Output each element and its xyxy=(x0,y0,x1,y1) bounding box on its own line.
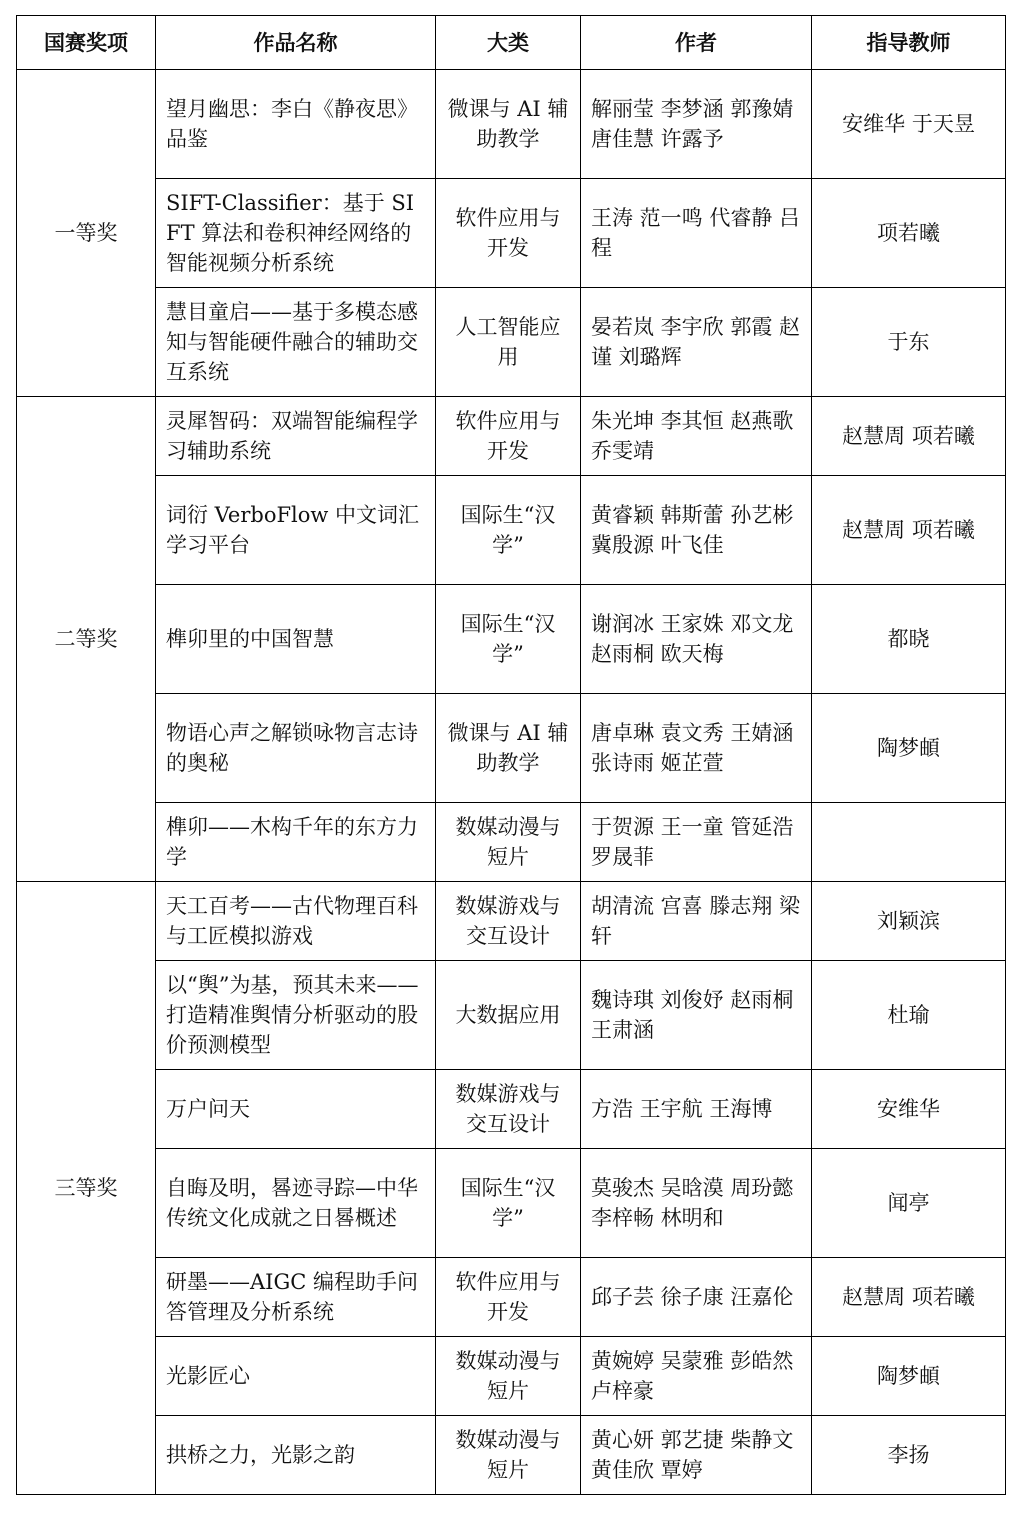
authors-cell: 莫骏杰 吴晗漠 周玢懿 李梓畅 林明和 xyxy=(581,1149,812,1258)
table-row xyxy=(17,585,1006,694)
category-cell: 数媒动漫与短片 xyxy=(436,1416,581,1495)
category-cell: 软件应用与开发 xyxy=(436,1258,581,1337)
advisor-cell: 都晓 xyxy=(812,585,1006,694)
title-cell: 榫卯里的中国智慧 xyxy=(156,585,436,694)
advisor-cell: 刘颖滨 xyxy=(812,882,1006,961)
title-cell: 物语心声之解锁咏物言志诗的奥秘 xyxy=(156,694,436,803)
header-authors: 作者 xyxy=(581,16,812,70)
advisor-cell: 李扬 xyxy=(812,1416,1006,1495)
table-row xyxy=(17,179,1006,288)
title-cell: 词衍 VerboFlow 中文词汇学习平台 xyxy=(156,476,436,585)
title-cell: 以“舆”为基，预其未来——打造精准舆情分析驱动的股价预测模型 xyxy=(156,961,436,1070)
table-row xyxy=(17,694,1006,803)
category-cell: 微课与 AI 辅助教学 xyxy=(436,70,581,179)
category-cell: 国际生“汉学” xyxy=(436,476,581,585)
authors-cell: 唐卓琳 袁文秀 王婧涵 张诗雨 姬芷萱 xyxy=(581,694,812,803)
category-cell: 大数据应用 xyxy=(436,961,581,1070)
header-row xyxy=(17,16,1006,70)
authors-cell: 方浩 王宇航 王海博 xyxy=(581,1070,812,1149)
table-row xyxy=(17,397,1006,476)
table-row xyxy=(17,961,1006,1070)
authors-cell: 谢润冰 王家姝 邓文龙 赵雨桐 欧天梅 xyxy=(581,585,812,694)
title-cell: 自晦及明，晷迹寻踪—中华传统文化成就之日晷概述 xyxy=(156,1149,436,1258)
category-cell: 数媒动漫与短片 xyxy=(436,1337,581,1416)
advisor-cell: 安维华 于天昱 xyxy=(812,70,1006,179)
authors-cell: 胡清流 宫喜 滕志翔 梁轩 xyxy=(581,882,812,961)
authors-cell: 王涛 范一鸣 代睿静 吕程 xyxy=(581,179,812,288)
title-cell: 望月幽思：李白《静夜思》品鉴 xyxy=(156,70,436,179)
table-row xyxy=(17,1258,1006,1337)
header-category: 大类 xyxy=(436,16,581,70)
title-cell: 光影匠心 xyxy=(156,1337,436,1416)
advisor-cell: 安维华 xyxy=(812,1070,1006,1149)
header-advisor: 指导教师 xyxy=(812,16,1006,70)
advisor-cell: 杜瑜 xyxy=(812,961,1006,1070)
category-cell: 数媒动漫与短片 xyxy=(436,803,581,882)
title-cell: 榫卯——木构千年的东方力学 xyxy=(156,803,436,882)
advisor-cell: 赵慧周 项若曦 xyxy=(812,476,1006,585)
advisor-cell xyxy=(812,803,1006,882)
table-row xyxy=(17,803,1006,882)
award-cell-first: 一等奖 xyxy=(17,70,156,397)
title-cell: 拱桥之力，光影之韵 xyxy=(156,1416,436,1495)
authors-cell: 魏诗琪 刘俊妤 赵雨桐 王肃涵 xyxy=(581,961,812,1070)
table-row xyxy=(17,882,1006,961)
table-row xyxy=(17,1416,1006,1495)
authors-cell: 于贺源 王一童 管延浩 罗晟菲 xyxy=(581,803,812,882)
table-row xyxy=(17,70,1006,179)
title-cell: SIFT-Classifier：基于 SIFT 算法和卷积神经网络的智能视频分析系统 xyxy=(156,179,436,288)
award-cell-second: 二等奖 xyxy=(17,397,156,882)
authors-cell: 黄心妍 郭艺捷 柴静文 黄佳欣 覃婷 xyxy=(581,1416,812,1495)
table-row xyxy=(17,1149,1006,1258)
header-title: 作品名称 xyxy=(156,16,436,70)
title-cell: 研墨——AIGC 编程助手问答管理及分析系统 xyxy=(156,1258,436,1337)
category-cell: 软件应用与开发 xyxy=(436,397,581,476)
authors-cell: 黄睿颖 韩斯蕾 孙艺彬 冀殷源 叶飞佳 xyxy=(581,476,812,585)
table-row xyxy=(17,1070,1006,1149)
category-cell: 数媒游戏与交互设计 xyxy=(436,1070,581,1149)
award-cell-third: 三等奖 xyxy=(17,882,156,1495)
header-award: 国赛奖项 xyxy=(17,16,156,70)
category-cell: 人工智能应用 xyxy=(436,288,581,397)
table-row xyxy=(17,1337,1006,1416)
authors-cell: 邱子芸 徐子康 汪嘉伦 xyxy=(581,1258,812,1337)
title-cell: 天工百考——古代物理百科与工匠模拟游戏 xyxy=(156,882,436,961)
category-cell: 国际生“汉学” xyxy=(436,585,581,694)
table-row xyxy=(17,476,1006,585)
table-row xyxy=(17,288,1006,397)
advisor-cell: 于东 xyxy=(812,288,1006,397)
title-cell: 慧目童启——基于多模态感知与智能硬件融合的辅助交互系统 xyxy=(156,288,436,397)
authors-cell: 黄婉婷 吴蒙雅 彭皓然 卢梓豪 xyxy=(581,1337,812,1416)
category-cell: 软件应用与开发 xyxy=(436,179,581,288)
authors-cell: 晏若岚 李宇欣 郭霞 赵谨 刘璐辉 xyxy=(581,288,812,397)
advisor-cell: 陶梦頔 xyxy=(812,1337,1006,1416)
category-cell: 微课与 AI 辅助教学 xyxy=(436,694,581,803)
advisor-cell: 赵慧周 项若曦 xyxy=(812,1258,1006,1337)
title-cell: 万户问天 xyxy=(156,1070,436,1149)
authors-cell: 解丽莹 李梦涵 郭豫婧 唐佳慧 许露予 xyxy=(581,70,812,179)
title-cell: 灵犀智码：双端智能编程学习辅助系统 xyxy=(156,397,436,476)
category-cell: 数媒游戏与交互设计 xyxy=(436,882,581,961)
advisor-cell: 赵慧周 项若曦 xyxy=(812,397,1006,476)
advisor-cell: 陶梦頔 xyxy=(812,694,1006,803)
authors-cell: 朱光坤 李其恒 赵燕歌 乔雯靖 xyxy=(581,397,812,476)
awards-table xyxy=(16,15,1006,1495)
advisor-cell: 项若曦 xyxy=(812,179,1006,288)
advisor-cell: 闻亭 xyxy=(812,1149,1006,1258)
category-cell: 国际生“汉学” xyxy=(436,1149,581,1258)
